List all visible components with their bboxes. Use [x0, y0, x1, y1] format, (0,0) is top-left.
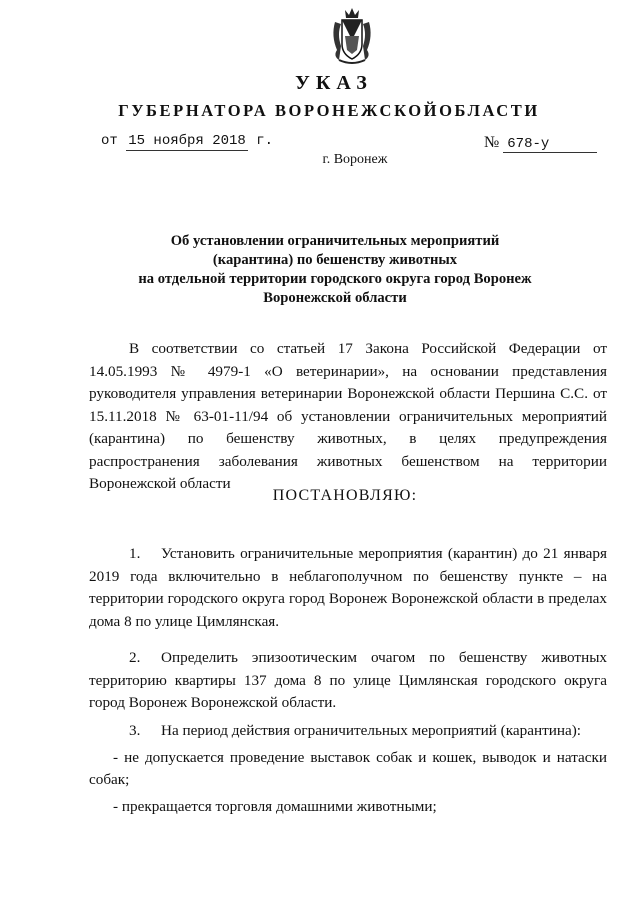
item-1 [89, 543, 607, 633]
decree-date [101, 133, 273, 151]
item-bullet: - не допускается проведение выставок собак и кошек, выводок и натаски собак; [89, 748, 607, 788]
preamble [89, 338, 607, 496]
decree-title: УКАЗ [295, 72, 373, 94]
title-line: на отдельной территории городского округа город Воронеж [138, 271, 532, 287]
city: г. Воронеж [322, 152, 388, 167]
number-value: 678-у [503, 136, 597, 153]
item-text: На период действия ограничительных мероприятий (карантина): [161, 722, 581, 739]
item-text: Определить эпизоотическим очагом по бешенству животных территорию квартиры 137 дома 8 по улице Цимлянская городского округа город Воронеж Воронежской области. [89, 649, 607, 711]
item-bullet: - прекращается торговля домашними животными; [113, 797, 437, 815]
item-2 [89, 647, 607, 715]
decree-issuer: ГУБЕРНАТОРА ВОРОНЕЖСКОЙОБЛАСТИ [118, 101, 540, 120]
item-number: 3. [129, 722, 141, 739]
item-text: Установить ограничительные мероприятия (карантин) до 21 января 2019 года включительно в неблагополучном по бешенству пункте – на территории городского округа город Воронеж Воронежской области в пределах дома 8 по улице Цимлянская. [89, 545, 607, 630]
item-3 [89, 720, 607, 818]
decree-number [484, 134, 597, 153]
item-number: 1. [129, 545, 141, 562]
title-line: (карантина) по бешенству животных [212, 252, 458, 268]
date-prefix: от [101, 133, 118, 149]
decree-word: ПОСТАНОВЛЯЮ: [272, 487, 418, 504]
coat-of-arms-icon [327, 6, 377, 66]
document-title [0, 232, 640, 308]
date-suffix: г. [256, 133, 274, 149]
date-value: 15 ноября 2018 [128, 133, 246, 149]
title-line: Воронежской области [263, 290, 407, 306]
item-number: 2. [129, 649, 141, 666]
number-sign: № [484, 134, 500, 151]
preamble-text: В соответствии со статьей 17 Закона Российской Федерации от 14.05.1993 № 4979-1 «О ветеринарии», на основании представления руководителя управления ветеринарии Воронежской области Першина С.С. от 15.11.2018 № 63-01-11/94 об установлении ограничительных мероприятий (карантина) по бешенству животных, в целях предупреждения распространения заболевания животных бешенством на территории Воронежской области [89, 340, 607, 492]
title-line: Об установлении ограничительных мероприятий [170, 233, 500, 249]
